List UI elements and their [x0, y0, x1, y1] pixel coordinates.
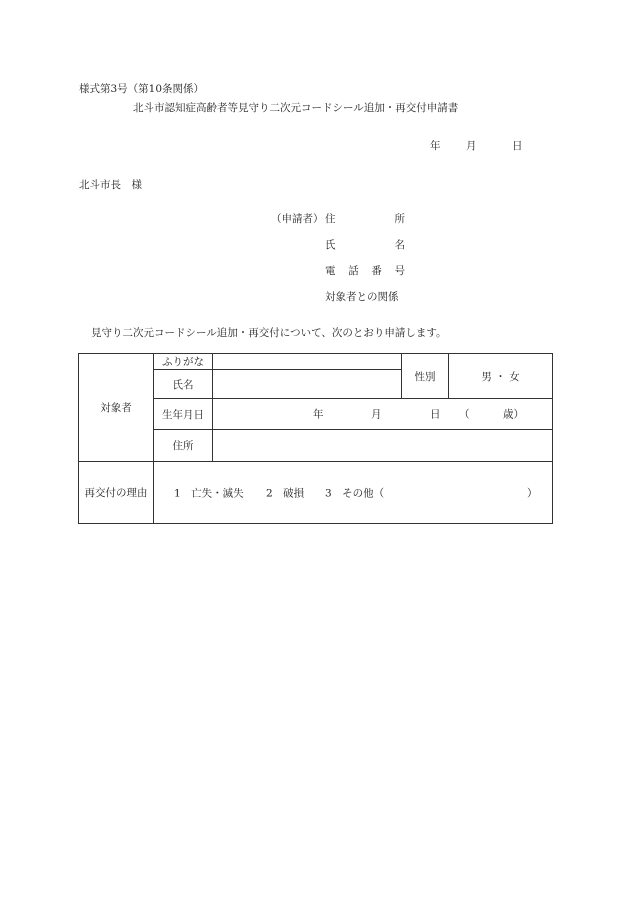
phone-char-4: 号 — [394, 265, 405, 277]
applicant-name-label — [325, 237, 405, 252]
birthdate-field[interactable] — [213, 399, 553, 430]
gender-label: 性別 — [402, 354, 449, 399]
name-char-1: 氏 — [325, 239, 336, 251]
date-day-label: 日 — [512, 140, 523, 152]
applicant-tag: （申請者） — [271, 213, 324, 225]
age-unit-label: 歳） — [503, 408, 524, 421]
phone-char-1: 電 — [325, 265, 336, 277]
name-label: 氏名 — [154, 370, 213, 399]
applicant-address-label — [325, 211, 405, 226]
applicant-phone-label — [325, 263, 405, 278]
reason-field[interactable] — [154, 462, 553, 524]
phone-char-3: 番 — [371, 265, 382, 277]
reason-option-2[interactable]: 2 破損 — [266, 487, 305, 499]
name-char-2: 名 — [394, 239, 405, 251]
address-label: 住所 — [154, 430, 213, 462]
relation-text: 対象者との関係 — [325, 291, 399, 303]
address-field[interactable] — [213, 430, 553, 462]
age-open-paren: （ — [459, 408, 470, 421]
birth-day-label: 日 — [430, 408, 441, 421]
name-field[interactable] — [213, 370, 402, 399]
application-form-table — [78, 353, 553, 524]
form-number: 様式第3号（第10条関係） — [79, 83, 205, 95]
date-month-label: 月 — [466, 140, 477, 152]
document-title: 北斗市認知症高齢者等見守り二次元コードシール追加・再交付申請書 — [133, 102, 459, 114]
reason-close-paren: ） — [527, 487, 538, 499]
furigana-field[interactable] — [213, 354, 402, 370]
applicant-relation-label — [325, 289, 405, 304]
birth-year-label: 年 — [313, 408, 324, 421]
furigana-label: ふりがな — [154, 354, 213, 370]
gender-options[interactable] — [449, 354, 553, 399]
gender-options-text: 男 ・ 女 — [481, 370, 520, 383]
birth-month-label: 月 — [371, 408, 382, 421]
address-char-1: 住 — [325, 213, 336, 225]
reason-option-3[interactable]: 3 その他（ — [325, 487, 385, 499]
addressee: 北斗市長 様 — [79, 179, 142, 191]
phone-char-2: 話 — [348, 265, 359, 277]
birthdate-label: 生年月日 — [154, 399, 213, 430]
reason-option-1[interactable]: 1 亡失・滅失 — [174, 487, 244, 499]
subject-label: 対象者 — [79, 354, 154, 462]
date-year-label: 年 — [430, 140, 441, 152]
address-char-2: 所 — [394, 213, 405, 225]
reason-label: 再交付の理由 — [79, 462, 154, 524]
application-statement: 見守り二次元コードシール追加・再交付について、次のとおり申請します。 — [91, 327, 447, 339]
